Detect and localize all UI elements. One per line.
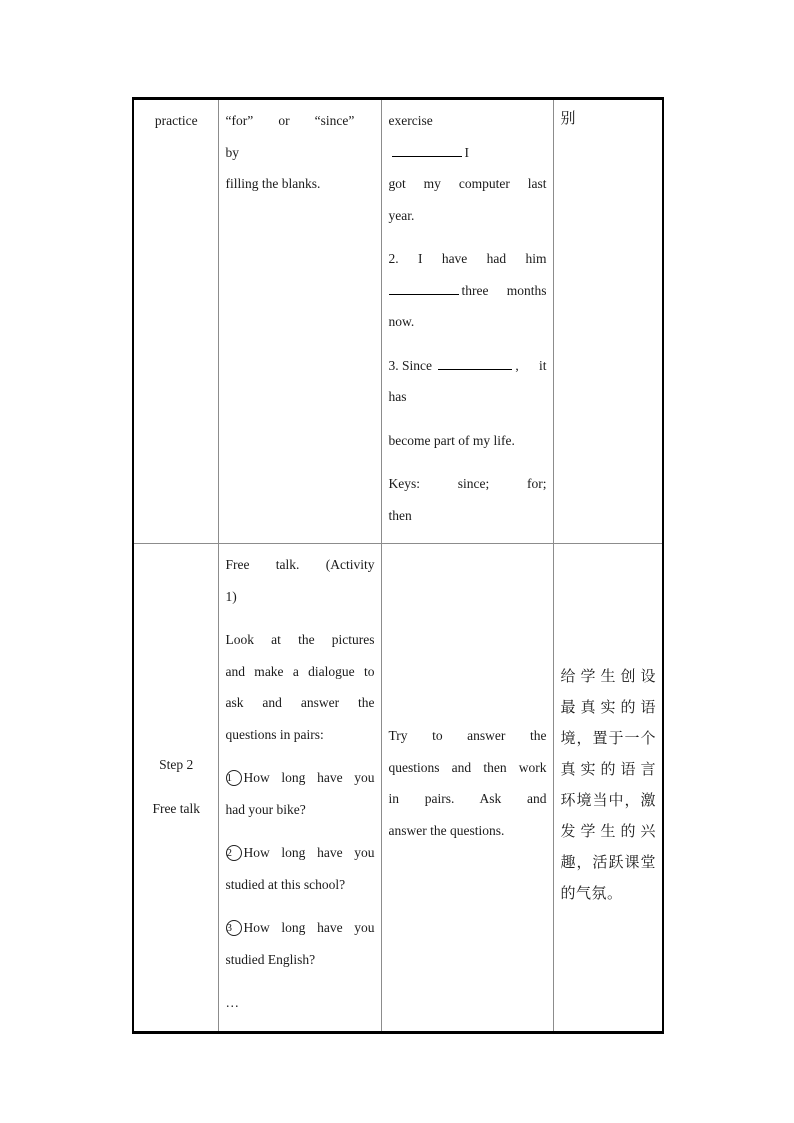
fill-blank (438, 355, 512, 370)
exercise-line: has (388, 389, 407, 404)
table-row-practice (133, 99, 663, 544)
keys-line: Keys: since; for; (388, 476, 547, 491)
fill-blank (389, 280, 459, 295)
purpose-cell (553, 544, 663, 1033)
circled-number-2: 2 (226, 845, 242, 861)
teacher-activity-cell (218, 544, 381, 1033)
exercise-line: become part of my life. (388, 432, 515, 448)
teacher-line: and make a dialogue to (225, 663, 375, 679)
step-number: Step 2 (159, 757, 194, 773)
question-line: 2 How long have you (226, 845, 375, 860)
exercise-line: year. (388, 207, 415, 223)
teacher-line: Free talk. (Activity (225, 557, 375, 572)
question-line: studied at this school? (225, 876, 346, 892)
circled-number-3: 3 (226, 920, 242, 936)
step-name: Free talk (152, 801, 201, 817)
purpose-line: 趣，活跃课堂 (560, 853, 656, 872)
student-line: questions and then work (388, 759, 547, 775)
exercise-line: 3. Since , it (389, 350, 547, 382)
fill-blank (392, 142, 462, 157)
student-activity-cell (381, 99, 553, 544)
purpose-line: 的气氛。 (560, 884, 623, 903)
teacher-line: ask and answer the (225, 695, 375, 710)
purpose-line: 发学生的兴 (560, 822, 656, 841)
teacher-line: 1) (225, 588, 237, 604)
exercise-line: now. (388, 314, 415, 329)
question-line: studied English? (225, 951, 316, 967)
purpose-line: 最真实的语 (560, 698, 656, 717)
purpose-cell (553, 99, 663, 544)
step-cell (133, 99, 218, 544)
purpose-line: 境，置于一个 (560, 729, 656, 748)
student-line: in pairs. Ask and (388, 791, 547, 807)
teacher-activity-cell (218, 99, 381, 544)
purpose-line: 真实的语言 (560, 760, 656, 779)
teacher-line: filling the blanks. (225, 176, 321, 191)
exercise-line: 2. I have had him (388, 251, 547, 266)
question-line: 3 How long have you (226, 920, 375, 935)
circled-number-1: 1 (226, 770, 242, 786)
question-line: 1 How long have you (226, 770, 375, 785)
teacher-line: Look at the pictures (225, 632, 375, 647)
step-label: practice (154, 113, 198, 128)
student-line: answer the questions. (388, 822, 505, 838)
student-activity-cell (381, 544, 553, 1033)
keys-line: then (388, 507, 412, 523)
table-row-free-talk (133, 544, 663, 1033)
teacher-line: “for” or “since” by (225, 113, 355, 160)
lesson-plan-table (132, 97, 664, 1034)
ellipsis: … (225, 995, 239, 1010)
purpose-line: 环境当中，激 (560, 791, 656, 810)
purpose-text: 别 (560, 109, 577, 127)
exercise-line: three months (389, 275, 547, 307)
step-cell (133, 544, 218, 1033)
exercise-line: got my computer last (388, 176, 547, 191)
purpose-line: 给学生创设 (560, 667, 656, 686)
exercise-line: exercise I (388, 113, 469, 160)
teacher-line: questions in pairs: (225, 726, 324, 742)
student-line: Try to answer the (388, 728, 547, 744)
question-line: had your bike? (225, 801, 306, 817)
